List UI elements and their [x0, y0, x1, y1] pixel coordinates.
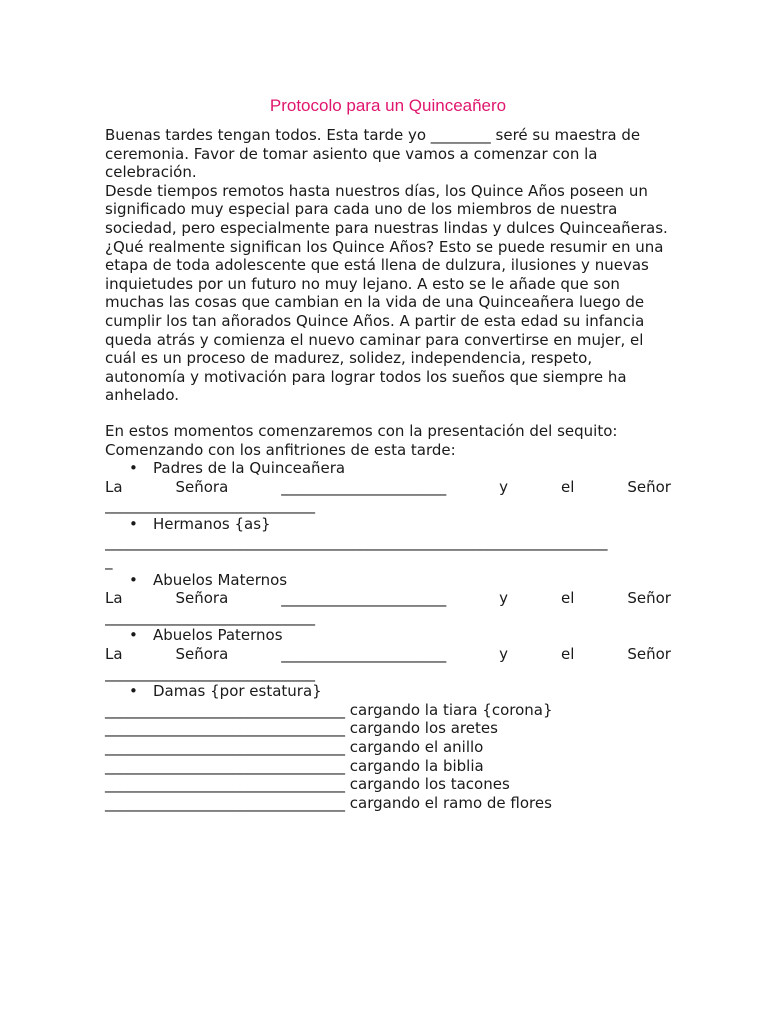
- padres-word-y: y: [499, 477, 509, 496]
- dama-item-anillo: cargando el anillo: [349, 738, 484, 756]
- abuelos-paternos-blank-senora: ______________________: [281, 645, 447, 664]
- abuelos-paternos-names-row: [105, 645, 671, 664]
- hermanos-blank-continuation: _: [105, 552, 113, 571]
- dama-item-ramo: cargando el ramo de flores: [349, 793, 552, 812]
- abuelos-paternos-word-el: el: [561, 645, 575, 664]
- hermanos-heading: Hermanos {as}: [153, 514, 271, 533]
- padres-word-senora: Señora: [175, 477, 229, 496]
- dama-blank: ________________________________: [105, 756, 345, 775]
- dama-item-aretes: cargando los aretes: [349, 719, 498, 738]
- abuelos-paternos-word-y: y: [499, 645, 509, 664]
- padres-word-el: el: [561, 477, 575, 496]
- abuelos-maternos-word-el: el: [561, 589, 575, 608]
- intro-paragraph-3: ¿Qué realmente significan los Quince Años? Esto se puede resumir en una etapa de toda adolescente que está llena de dulzura, ilusiones y nuevas inquietudes por un futuro no muy lejano. A esto se le añade que son muchas las cosas que cambian en la vida de una Quinceañera luego de cumplir los tan añorados Quince Años. A partir de esta edad su infancia queda atrás y comienza el nuevo caminar para convertirse en mujer, el cuál es un proceso de madurez, solidez, independencia, respeto, autonomía y motivación para lograr todos los sueños que siempre ha anhelado.: [105, 237, 664, 405]
- paragraph-spacer: [105, 405, 671, 422]
- abuelos-paternos-word-la: La: [105, 645, 123, 664]
- dama-row-aretes: [105, 719, 671, 738]
- padres-word-senor: Señor: [627, 477, 671, 496]
- dama-blank: ________________________________: [105, 738, 345, 756]
- bullet-dot: •: [129, 514, 138, 533]
- abuelos-maternos-word-y: y: [499, 589, 509, 608]
- document-title: Protocolo para un Quinceañero: [269, 96, 507, 115]
- document-page: [105, 95, 671, 812]
- intro-paragraph-2: Desde tiempos remotos hasta nuestros días, los Quince Años poseen un significado muy especial para cada uno de los miembros de nuestra sociedad, pero especialmente para nuestras lindas y dulces Quinceañeras.: [105, 181, 668, 237]
- bullet-dot: •: [129, 459, 138, 478]
- abuelos-paternos-word-senor: Señor: [627, 645, 671, 664]
- abuelos-maternos-word-la: La: [105, 589, 123, 608]
- bullet-damas: [105, 682, 671, 701]
- bullet-dot: •: [129, 626, 138, 645]
- dama-row-anillo: [105, 738, 671, 757]
- padres-heading: Padres de la Quinceañera: [153, 459, 346, 478]
- bullet-dot: •: [129, 682, 138, 701]
- padres-blank-senor: ____________________________: [105, 496, 315, 515]
- padres-blank-senora: ______________________: [281, 477, 447, 496]
- hermanos-blank-line: ___________________________________________________________________: [105, 533, 608, 552]
- sequito-intro-line-2: Comenzando con los anfitriones de esta tarde:: [105, 440, 456, 459]
- padres-word-la: La: [105, 477, 123, 496]
- dama-row-tacones: [105, 775, 671, 794]
- dama-blank: ________________________________: [105, 700, 345, 719]
- dama-row-ramo: [105, 794, 671, 813]
- abuelos-maternos-blank-senora: ______________________: [281, 589, 447, 608]
- damas-heading: Damas {por estatura}: [153, 682, 322, 701]
- abuelos-paternos-word-senora: Señora: [175, 645, 229, 664]
- intro-paragraph-1: Buenas tardes tengan todos. Esta tarde yo ________ seré su maestra de ceremonia. Favor de tomar asiento que vamos a comenzar con la celebración.: [105, 126, 641, 182]
- dama-row-biblia: [105, 757, 671, 776]
- dama-item-tiara: cargando la tiara {corona}: [349, 700, 553, 719]
- bullet-abuelos-paternos: [105, 626, 671, 645]
- abuelos-maternos-names-row: [105, 589, 671, 608]
- dama-row-tiara: [105, 701, 671, 720]
- abuelos-maternos-heading: Abuelos Maternos: [153, 570, 288, 589]
- dama-item-tacones: cargando los tacones: [349, 775, 510, 794]
- abuelos-maternos-blank-senor: ____________________________: [105, 607, 315, 626]
- dama-blank: ________________________________: [105, 775, 345, 794]
- bullet-dot: •: [129, 570, 138, 589]
- abuelos-paternos-blank-senor: ____________________________: [105, 663, 315, 682]
- abuelos-maternos-word-senor: Señor: [627, 589, 671, 608]
- dama-blank: ________________________________: [105, 719, 345, 738]
- bullet-hermanos: [105, 515, 671, 534]
- sequito-intro-line-1: En estos momentos comenzaremos con la presentación del sequito:: [105, 421, 618, 440]
- abuelos-paternos-heading: Abuelos Paternos: [153, 626, 283, 645]
- dama-blank: ________________________________: [105, 793, 345, 812]
- dama-item-biblia: cargando la biblia: [349, 756, 484, 775]
- padres-names-row: [105, 478, 671, 497]
- bullet-abuelos-maternos: [105, 571, 671, 590]
- abuelos-maternos-word-senora: Señora: [175, 589, 229, 608]
- bullet-padres: [105, 459, 671, 478]
